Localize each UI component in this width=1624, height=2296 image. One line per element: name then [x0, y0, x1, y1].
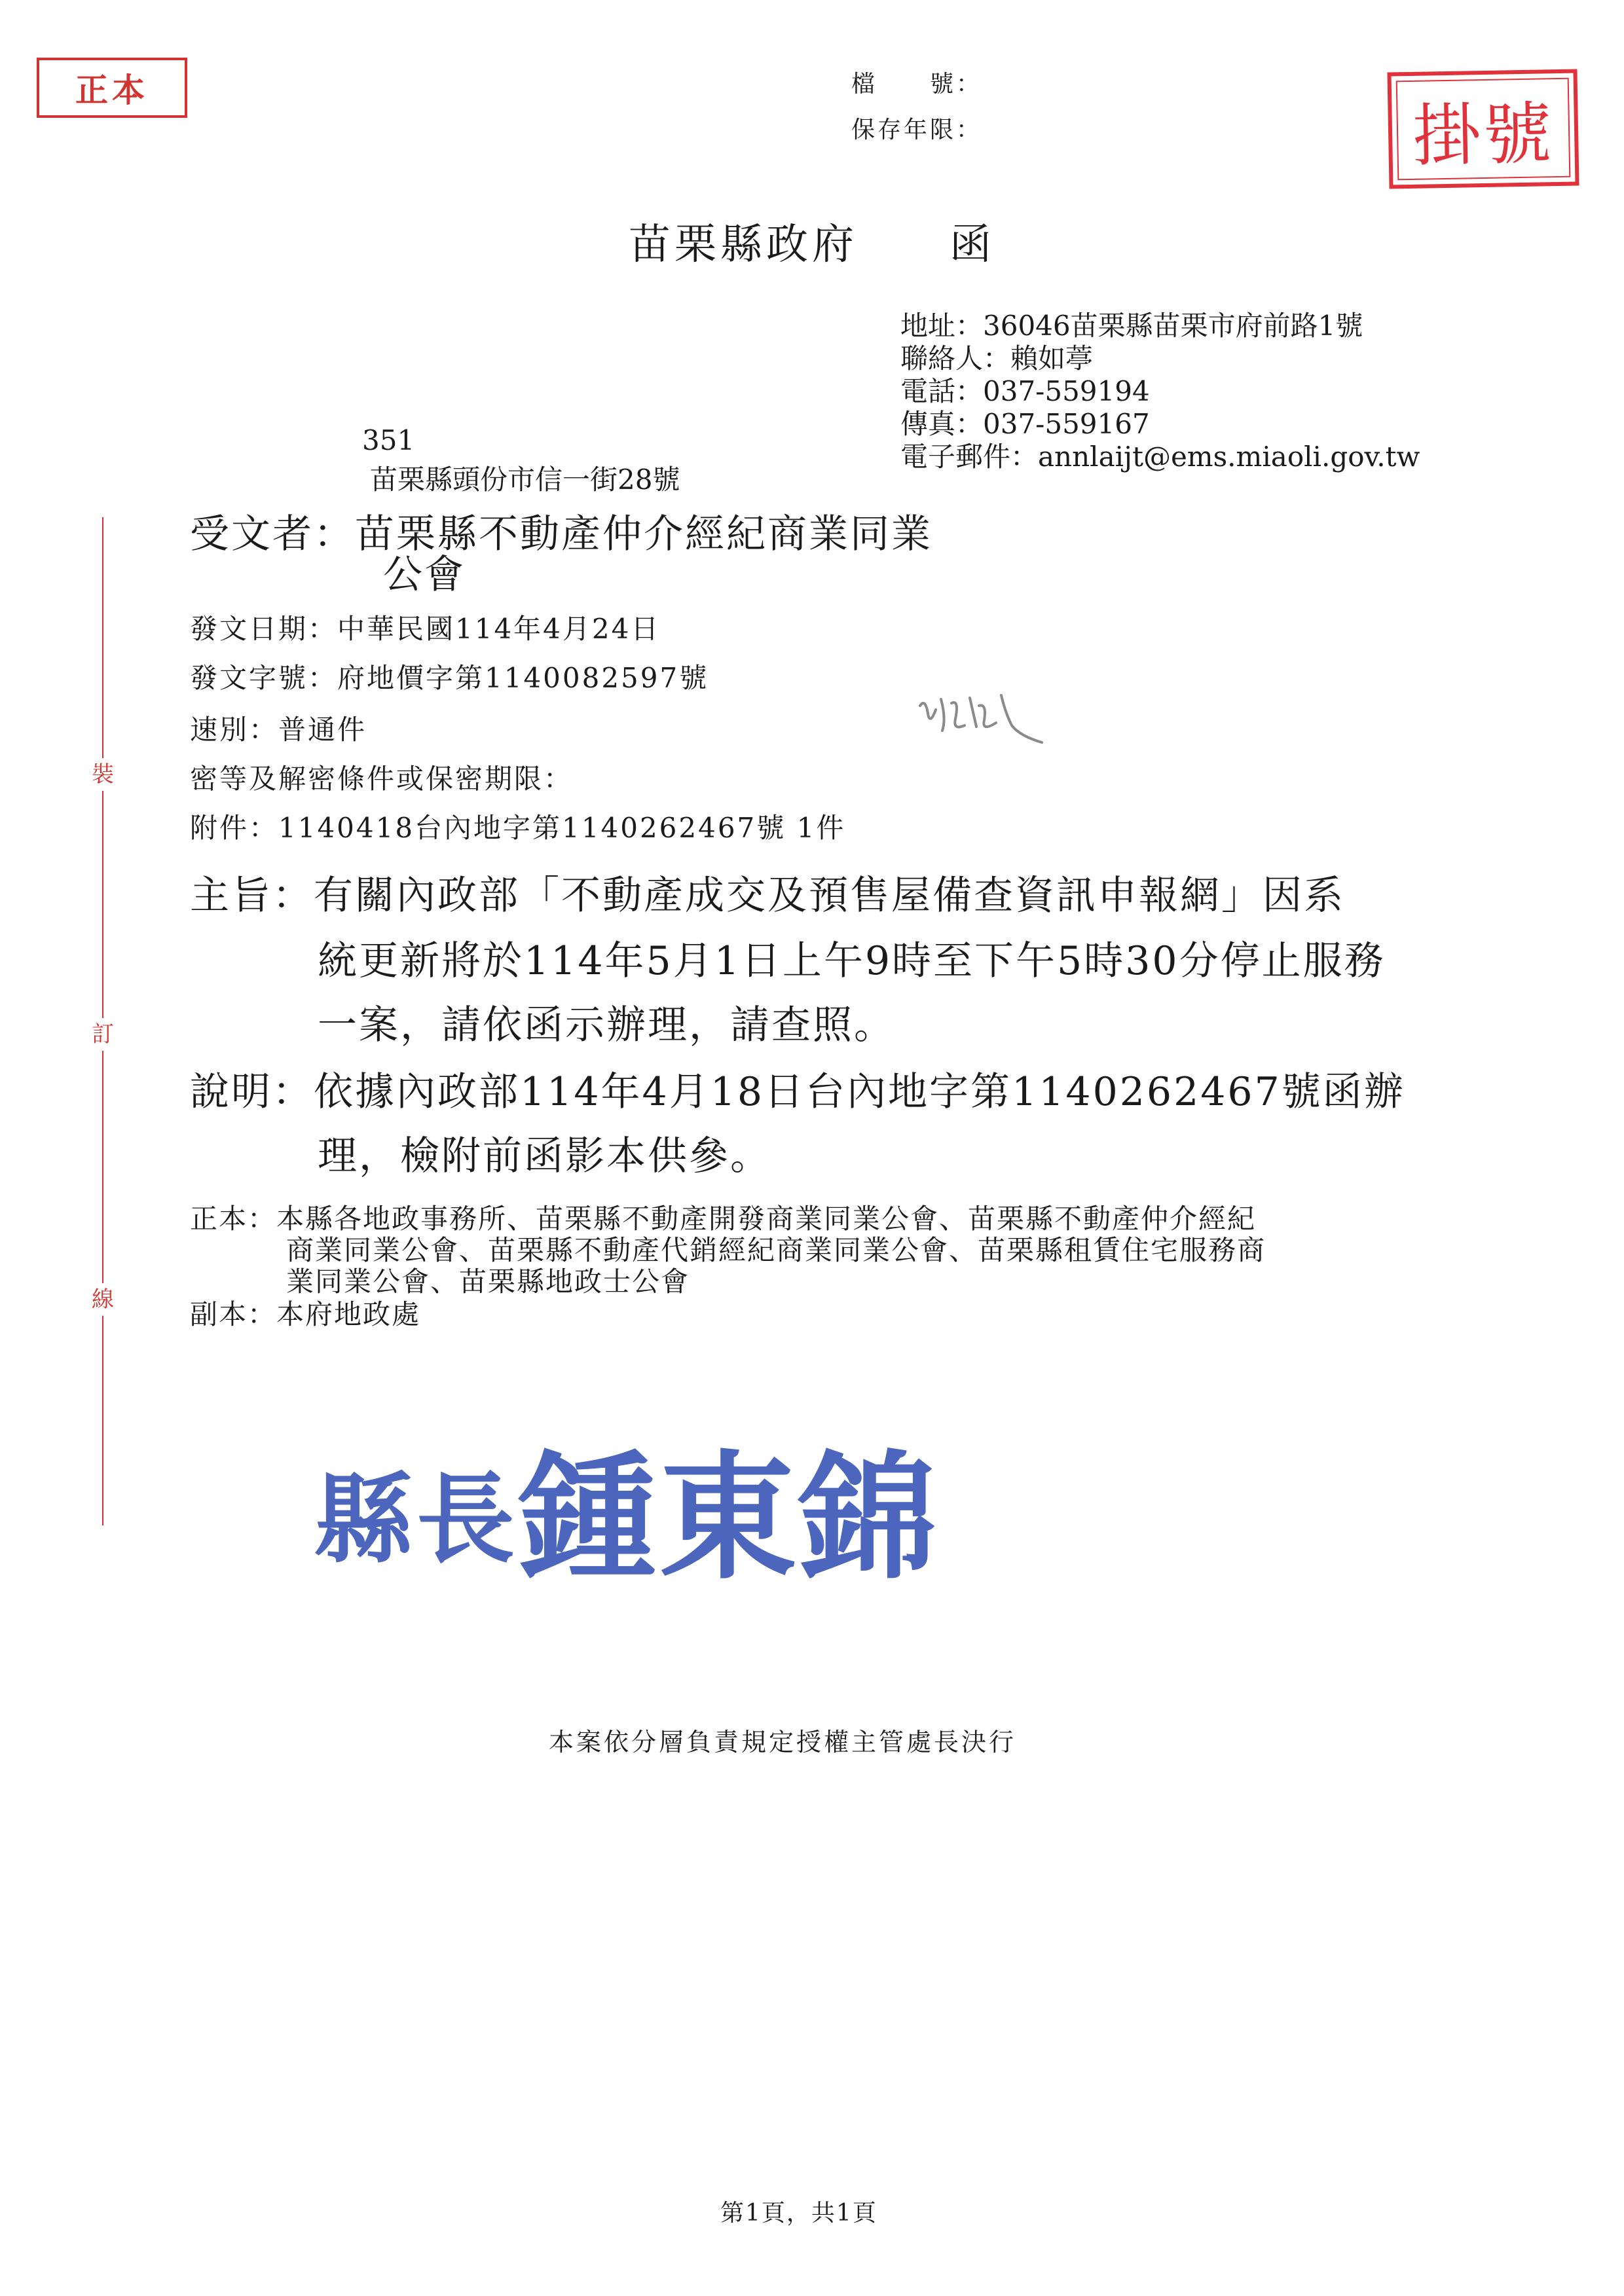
explanation-line-1: 說明：依據內政部114年4月18日台內地字第1140262467號函辦 [190, 1069, 1405, 1115]
secrecy-level: 密等及解密條件或保密期限： [190, 763, 574, 795]
subject-line-1: 主旨：有關內政部「不動產成交及預售屋備查資訊申報網」因系 [190, 873, 1345, 919]
seal-title: 縣長 [314, 1462, 519, 1577]
registered-mail-stamp: 掛號 [1387, 69, 1579, 189]
attachment: 附件：1140418台內地字第1140262467號 1件 [190, 812, 846, 844]
seal-name: 鍾東錦 [519, 1436, 940, 1598]
sender-contact: 聯絡人：賴如葶 [900, 342, 1094, 374]
sender-phone: 電話：037-559194 [900, 375, 1150, 407]
original-recipients-line-3: 業同業公會、苗栗縣地政士公會 [286, 1266, 690, 1298]
subject-line-2: 統更新將於114年5月1日上午9時至下午5時30分停止服務 [318, 938, 1386, 984]
delivery-speed: 速別：普通件 [190, 714, 367, 746]
original-recipients-line-2: 商業同業公會、苗栗縣不動產代銷經紀商業同業公會、苗栗縣租賃住宅服務商 [286, 1234, 1266, 1266]
retention-period-label: 保存年限： [851, 117, 983, 143]
recipient-zip: 351 [362, 424, 415, 456]
sender-address: 地址：36046苗栗縣苗栗市府前路1號 [900, 310, 1363, 342]
file-number-label: 檔 號： [851, 71, 983, 98]
handwritten-mark-icon [913, 680, 1051, 752]
sender-fax: 傳真：037-559167 [900, 408, 1150, 440]
recipient-postal-address: 苗栗縣頭份市信一街28號 [370, 464, 680, 496]
page-number: 第1頁，共1頁 [720, 2200, 877, 2227]
subject-line-3: 一案，請依函示辦理，請查照。 [318, 1002, 895, 1048]
binding-mark-line: 線 [86, 1283, 119, 1316]
explanation-line-2: 理，檢附前函影本供參。 [318, 1133, 771, 1179]
authorization-note: 本案依分層負責規定授權主管處長決行 [549, 1728, 1017, 1757]
document-title: 苗栗縣政府 函 [629, 221, 995, 269]
binding-mark-bind: 裝 [86, 758, 119, 791]
commissioner-seal [314, 1408, 939, 1605]
issue-date: 發文日期：中華民國114年4月24日 [190, 613, 661, 645]
original-copy-stamp: 正本 [37, 58, 187, 118]
recipient-line-2: 公會 [383, 552, 466, 598]
document-number: 發文字號：府地價字第1140082597號 [190, 662, 709, 694]
original-recipients-line-1: 正本：本縣各地政事務所、苗栗縣不動產開發商業同業公會、苗栗縣不動產仲介經紀 [190, 1203, 1257, 1235]
binding-mark-staple: 訂 [86, 1018, 119, 1051]
copy-recipients: 副本：本府地政處 [190, 1298, 421, 1330]
recipient-line-1: 受文者：苗栗縣不動產仲介經紀商業同業 [190, 511, 932, 557]
sender-email: 電子郵件：annlaijt@ems.miaoli.gov.tw [900, 441, 1420, 473]
